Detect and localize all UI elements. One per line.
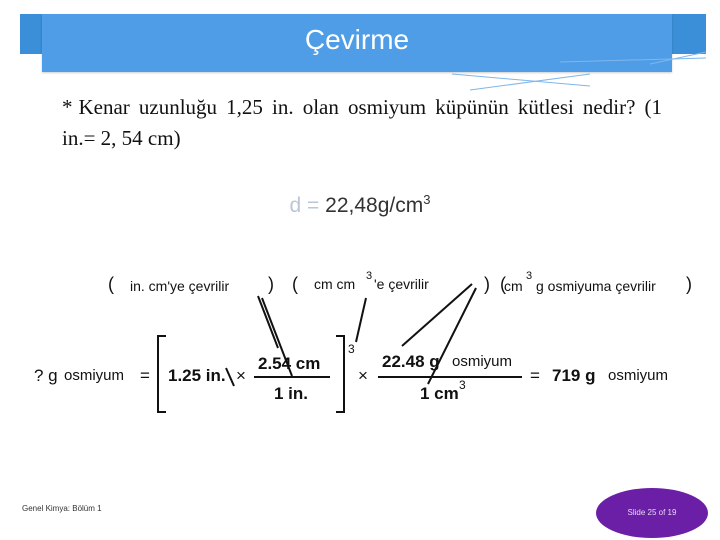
fraction2-numerator: 22.48 g	[382, 352, 440, 371]
svg-text:(: (	[500, 274, 506, 294]
question-body: Kenar uzunluğu 1,25 in. olan osmiyum küpünün kütlesi nedir? (1 in.= 2, 54 cm)	[62, 95, 662, 150]
equals-sign-1: =	[140, 366, 150, 385]
term-length: 1.25 in.	[168, 366, 226, 385]
label-cm-cm: cm cm	[314, 276, 356, 292]
fraction1-numerator: 2.54 cm	[258, 354, 321, 373]
svg-text:): )	[686, 274, 692, 294]
result-mass: 719 g	[552, 366, 596, 385]
density-value: 22,48g/cm	[325, 194, 424, 217]
fraction2-denominator-exponent: 3	[459, 378, 466, 392]
equals-sign-2: =	[530, 366, 540, 385]
footer-course-label: Genel Kimya: Bölüm 1	[22, 504, 102, 513]
unknown-mass: ? g	[34, 366, 58, 385]
unknown-substance: osmiyum	[64, 367, 125, 384]
density-label: d =	[289, 194, 320, 217]
svg-text:(: (	[292, 274, 298, 294]
fraction2-numerator-substance: osmiyum	[452, 353, 513, 370]
result-substance: osmiyum	[608, 367, 669, 384]
times-sign-2: ×	[358, 366, 368, 385]
label-cm3-exponent: 3	[526, 270, 533, 282]
bullet: *	[62, 95, 73, 119]
slide-number: Slide 25 of 19	[627, 508, 677, 517]
label-to-osmium: g osmiyuma çevrilir	[536, 278, 656, 294]
cube-exponent: 3	[348, 342, 355, 356]
label-cm3: cm	[504, 278, 523, 294]
svg-text:): )	[268, 274, 274, 294]
label-cm-cubed-converted: 'e çevrilir	[374, 276, 429, 292]
times-sign-1: ×	[236, 366, 246, 385]
label-in-to-cm: in. cm'ye çevrilir	[130, 278, 230, 294]
slide-title: Çevirme	[304, 24, 410, 55]
label-cm-exponent: 3	[366, 270, 373, 282]
svg-text:): )	[484, 274, 490, 294]
svg-text:(: (	[108, 274, 114, 294]
fraction2-denominator: 1 cm	[420, 384, 459, 403]
density-exponent: 3	[423, 192, 431, 207]
fraction1-denominator: 1 in.	[274, 384, 309, 403]
